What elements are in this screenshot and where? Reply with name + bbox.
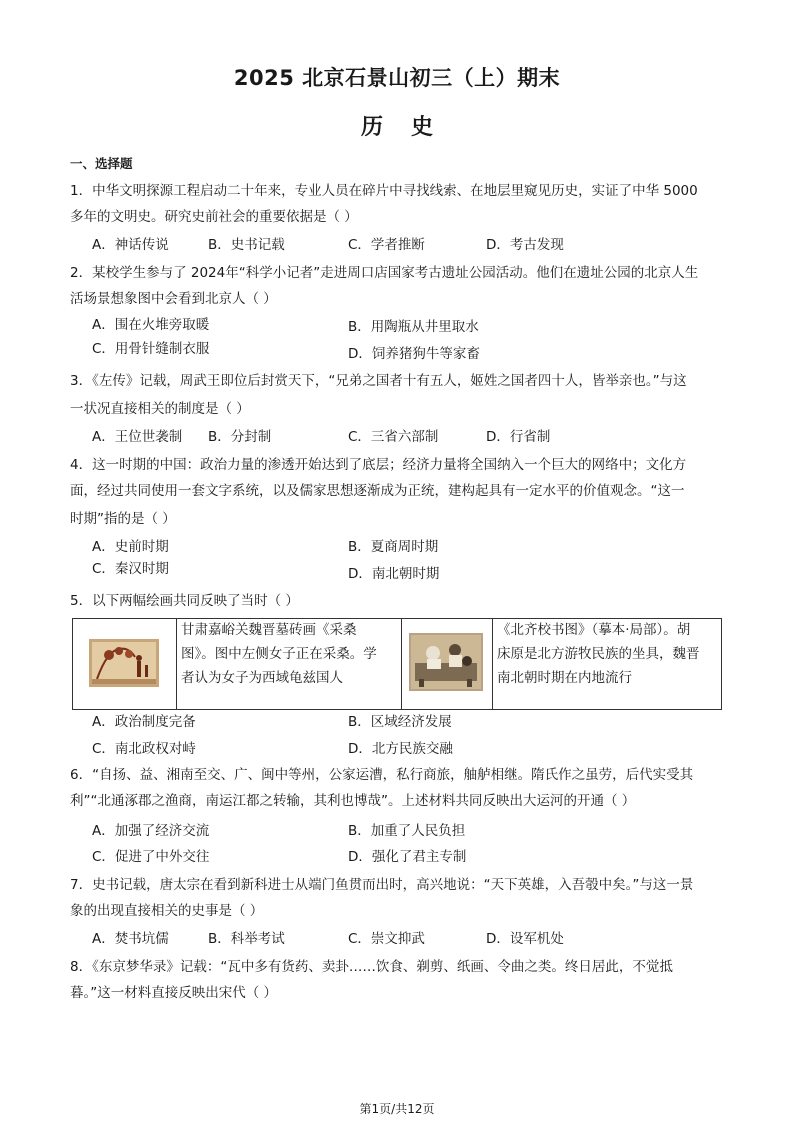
option-b[interactable]: B．分封制 [208,429,272,445]
image-cell [73,619,176,709]
option-a[interactable]: A．加强了经济交流 [92,823,210,839]
option-a[interactable]: A．史前时期 [92,539,169,555]
option-a[interactable]: A．焚书坑儒 [92,931,169,947]
image-table [72,618,722,710]
question-text: 利”“北通涿郡之渔商，南运江都之转输，其利也博哉”。上述材料共同反映出大运河的开通（ ） [70,793,636,809]
question-text: 5．以下两幅绘画共同反映了当时（ ） [70,593,299,609]
subject-title: 历史 [360,115,461,140]
painting-mulberry-picking-image [89,639,159,687]
option-c[interactable]: C．学者推断 [348,237,425,253]
option-c[interactable]: C．促进了中外交往 [92,849,210,865]
option-a[interactable]: A．政治制度完备 [92,714,196,730]
question-text: 时期”指的是（ ） [70,511,176,527]
option-d[interactable]: D．行省制 [486,429,551,445]
question-text: 一状况直接相关的制度是（ ） [70,401,250,417]
question-text: 多年的文明史。研究史前社会的重要依据是（ ） [70,209,358,225]
option-d[interactable]: D．设军机处 [486,931,564,947]
option-d[interactable]: D．考古发现 [486,237,564,253]
question-text: 7．史书记载，唐太宗在看到新科进士从端门鱼贯而出时，高兴地说：“天下英雄，入吾彀中矣。”与这一景 [70,877,694,893]
option-b[interactable]: B．用陶瓶从井里取水 [348,319,479,335]
option-a[interactable]: A．王位世袭制 [92,429,183,445]
image-cell [402,619,492,709]
question-text: 1．中华文明探源工程启动二十年来，专业人员在碎片中寻找线索、在地层里窥见历史，实证了中华 5000 [70,183,698,199]
caption-line: 者认为女子为西域龟兹国人 [181,670,343,686]
option-b[interactable]: B．科举考试 [208,931,285,947]
option-c[interactable]: C．用骨针缝制衣服 [92,341,210,357]
caption-cell [493,619,721,709]
question-text: 3．《左传》记载，周武王即位后封赏天下，“兄弟之国者十有五人，姬姓之国者四十人，皆举亲也。”与这 [70,373,687,389]
option-c[interactable]: C．秦汉时期 [92,561,169,577]
question-text: 2．某校学生参与了 2024年“科学小记者”走进周口店国家考古遗址公园活动。他们在遗址公园的北京人生 [70,265,699,281]
caption-line: 图》。图中左侧女子正在采桑。学 [181,646,377,662]
option-d[interactable]: D．南北朝时期 [348,566,440,582]
question-text: 面，经过共同使用一套文字系统，以及儒家思想逐渐成为正统，建构起具有一定水平的价值观念。“这一 [70,483,685,499]
caption-cell [177,619,401,709]
question-text: 活场景想象图中会看到北京人（ ） [70,291,277,307]
option-b[interactable]: B．史书记载 [208,237,285,253]
option-b[interactable]: B．夏商周时期 [348,539,439,555]
option-d[interactable]: D．饲养猪狗牛等家畜 [348,346,480,362]
caption-line: 《北齐校书图》（摹本·局部）。胡 [497,622,691,638]
caption-line: 甘肃嘉峪关魏晋墓砖画《采桑 [181,622,357,638]
page-title: 2025 北京石景山初三（上）期末 [233,66,561,90]
question-text: 8．《东京梦华录》记载：“瓦中多有货药、卖卦……饮食、剃剪、纸画、令曲之类。终日居此，不觉抵 [70,959,673,975]
page-number-footer: 第1页/共12页 [359,1102,435,1116]
question-text: 暮。”这一材料直接反映出宋代（ ） [70,985,278,1001]
option-d[interactable]: D．北方民族交融 [348,741,453,757]
caption-line: 南北朝时期在内地流行 [497,670,632,686]
question-text: 6．“自扬、益、湘南至交、广、闽中等州，公家运漕，私行商旅，舳舻相继。隋氏作之虽劳，后代实受其 [70,767,694,783]
option-b[interactable]: B．加重了人民负担 [348,823,466,839]
option-c[interactable]: C．南北政权对峙 [92,741,196,757]
option-a[interactable]: A．围在火堆旁取暖 [92,317,210,333]
option-c[interactable]: C．三省六部制 [348,429,439,445]
painting-northern-qi-collation-image [409,633,483,691]
caption-line: 床原是北方游牧民族的坐具，魏晋 [497,646,700,662]
section-heading: 一、选择题 [70,156,133,171]
option-b[interactable]: B．区域经济发展 [348,714,452,730]
option-c[interactable]: C．崇文抑武 [348,931,425,947]
question-text: 象的出现直接相关的史事是（ ） [70,903,264,919]
option-a[interactable]: A．神话传说 [92,237,169,253]
option-d[interactable]: D．强化了君主专制 [348,849,467,865]
question-text: 4．这一时期的中国：政治力量的渗透开始达到了底层；经济力量将全国纳入一个巨大的网络中；文化方 [70,457,687,473]
